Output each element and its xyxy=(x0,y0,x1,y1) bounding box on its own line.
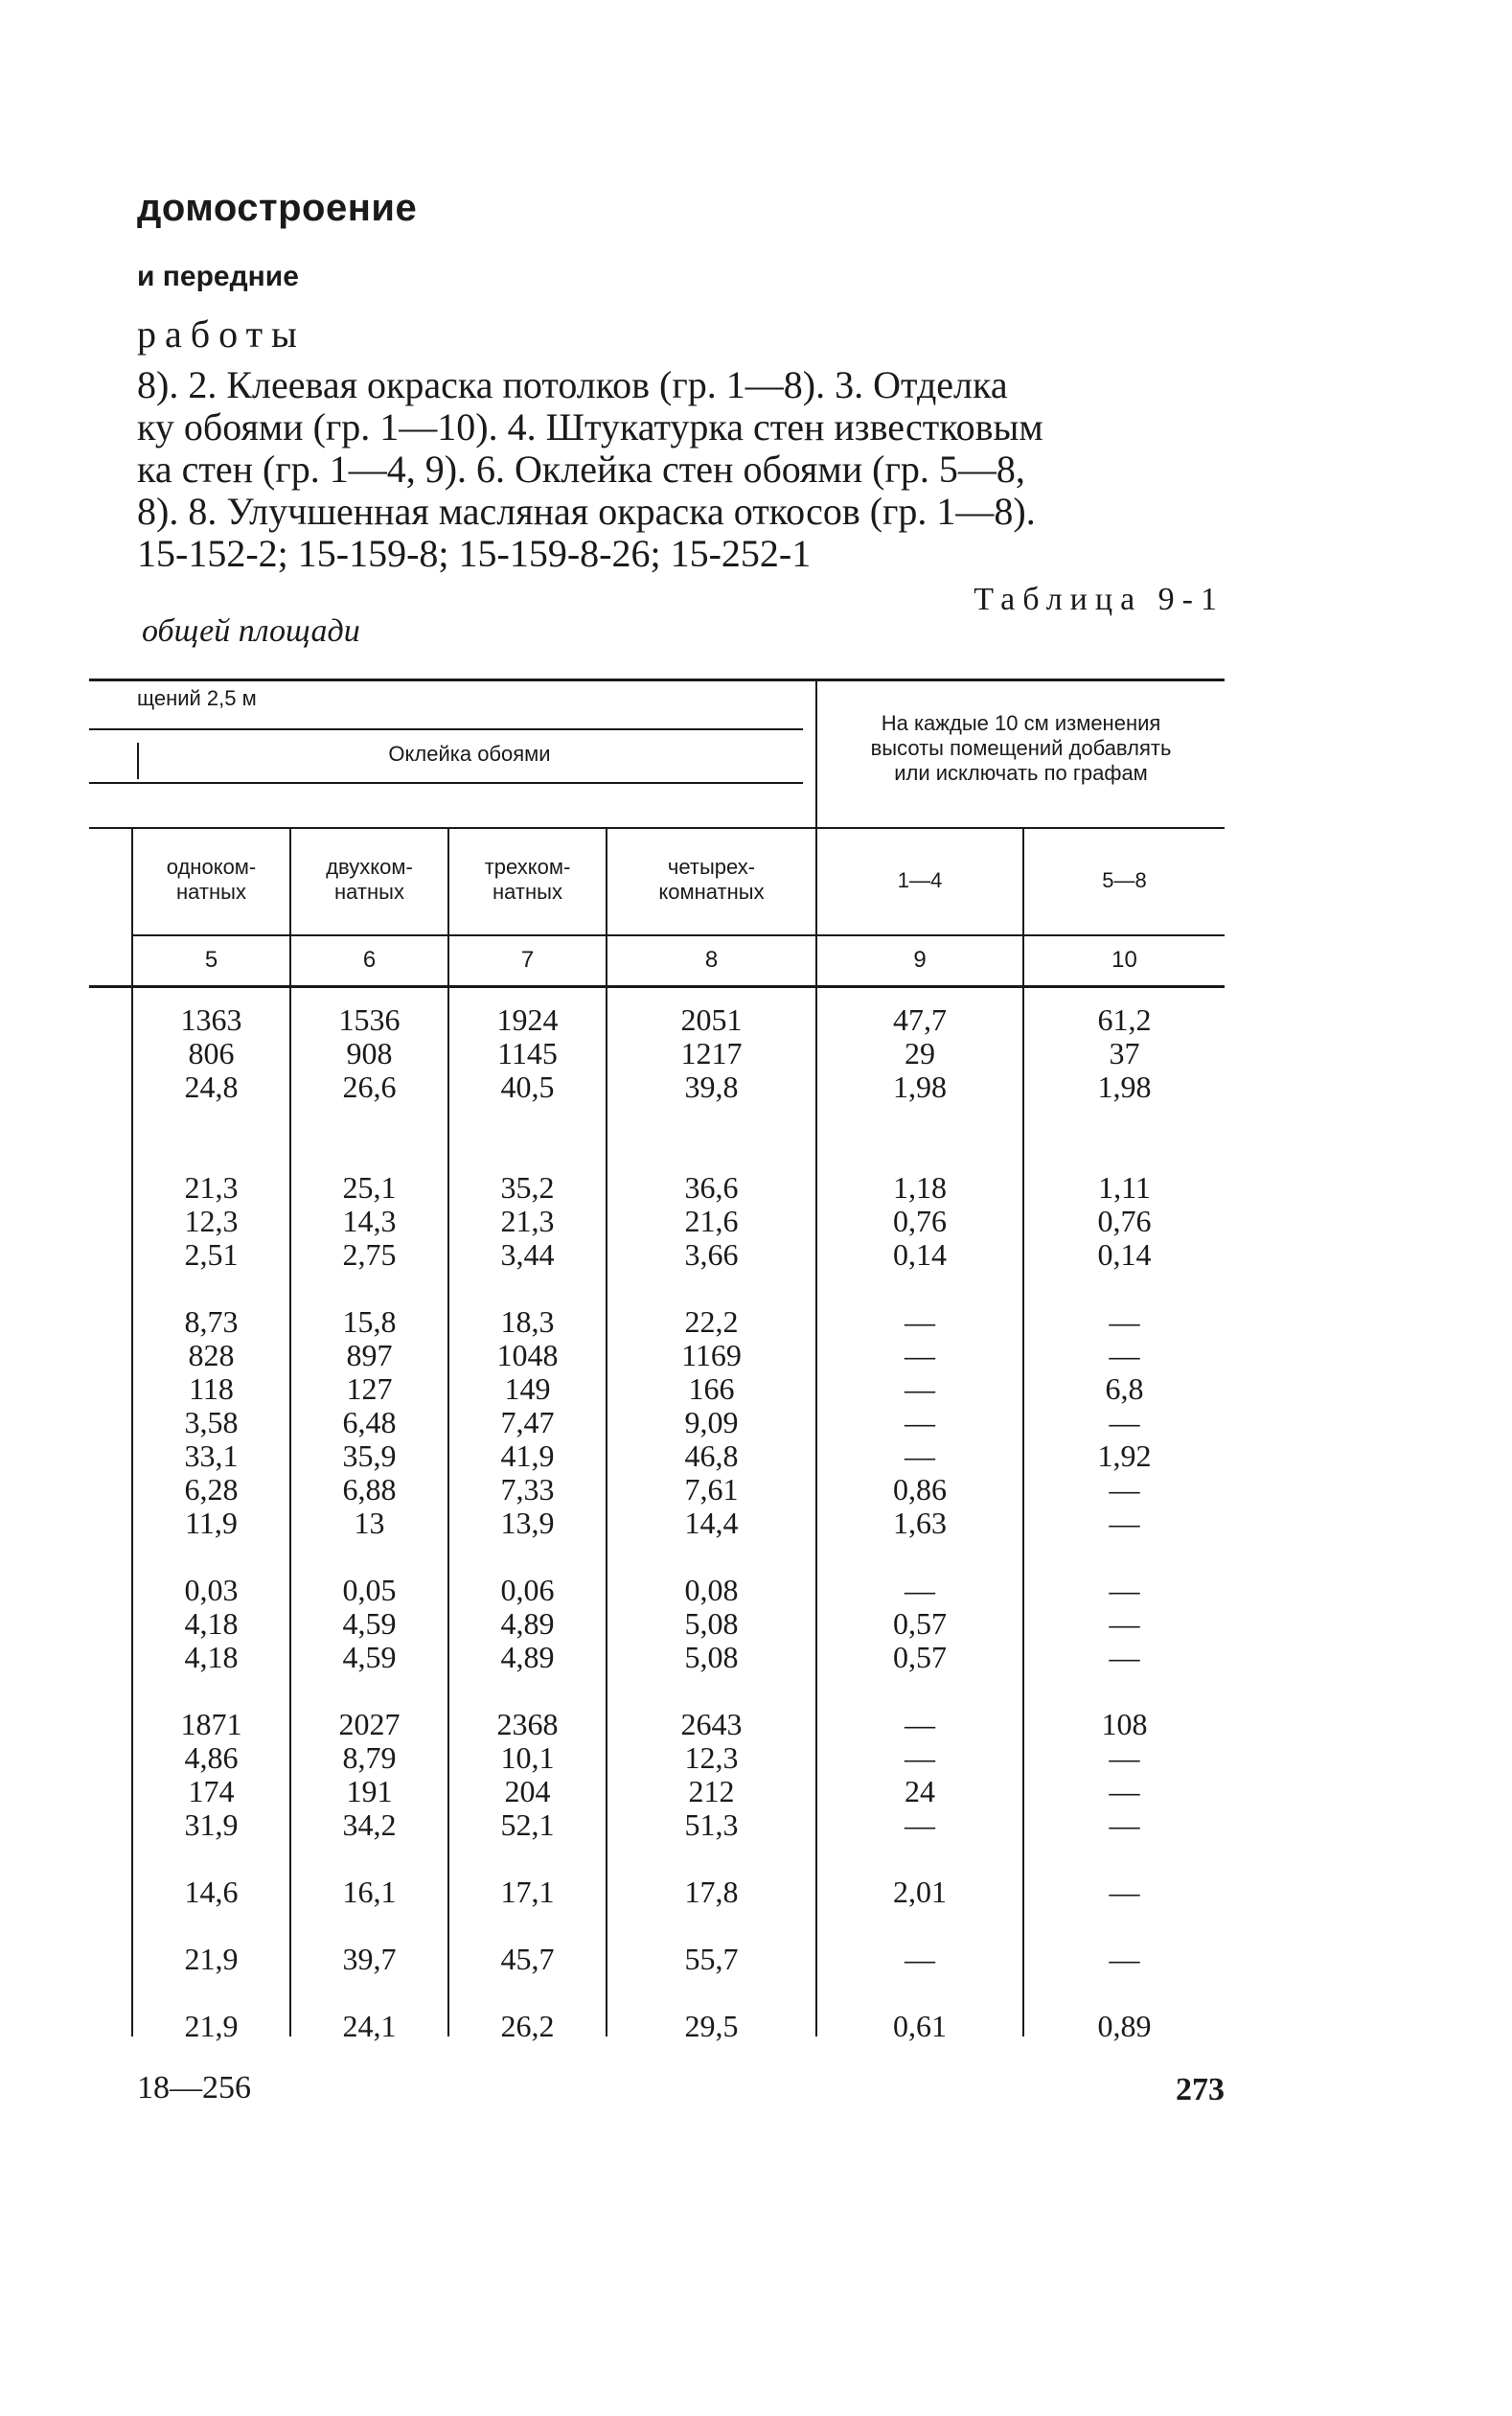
table-cell: 5,08 xyxy=(684,1640,739,1674)
table-cell: 7,47 xyxy=(500,1405,555,1439)
table-cell xyxy=(1024,1842,1225,1875)
table-cell xyxy=(133,1272,289,1305)
table-cell xyxy=(449,1138,606,1171)
table-cell: 6,48 xyxy=(342,1405,397,1439)
table-cell xyxy=(817,1976,1022,2010)
table-cell: 21,6 xyxy=(684,1204,739,1238)
table-cell: — xyxy=(905,1573,935,1607)
table-cell: 29 xyxy=(905,1036,935,1070)
table-cell: 15,8 xyxy=(342,1304,397,1339)
table-column xyxy=(1024,1003,1225,2043)
table-cell: — xyxy=(1109,1405,1140,1439)
table-cell: — xyxy=(1109,1573,1140,1607)
table-cell: 0,76 xyxy=(1097,1204,1152,1238)
table-cell: — xyxy=(905,1438,935,1473)
column-header-graph-5-8: 5—8 xyxy=(1102,868,1147,892)
table-cell xyxy=(449,1540,606,1574)
table-cell xyxy=(817,1540,1022,1574)
table-column xyxy=(607,1003,815,2043)
table-cell: 31,9 xyxy=(184,1807,239,1842)
table-cell: 1,98 xyxy=(893,1070,947,1104)
table-cell xyxy=(291,1104,447,1138)
table-cell: 0,86 xyxy=(893,1472,947,1507)
table-cell: 2027 xyxy=(338,1707,401,1741)
table-cell xyxy=(133,1138,289,1171)
column-header-line: натных xyxy=(334,880,404,904)
table-cell: 18,3 xyxy=(500,1304,555,1339)
table-cell: — xyxy=(1109,1506,1140,1540)
table-cell: 191 xyxy=(346,1774,393,1808)
table-cell xyxy=(291,1272,447,1305)
table-cell: 13 xyxy=(354,1506,385,1540)
column-header-graph-1-4: 1—4 xyxy=(897,868,943,892)
table-cell: 9,09 xyxy=(684,1405,739,1439)
page-number: 273 xyxy=(1176,2072,1225,2107)
table-cell: 4,89 xyxy=(500,1640,555,1674)
table-cell: — xyxy=(1109,1338,1140,1372)
table-cell: 14,3 xyxy=(342,1204,397,1238)
table-cell: 22,2 xyxy=(684,1304,739,1339)
table-cell: 12,3 xyxy=(184,1204,239,1238)
table-cell: 34,2 xyxy=(342,1807,397,1842)
table-cell: 1,11 xyxy=(1098,1170,1151,1205)
table-cell xyxy=(449,1272,606,1305)
table-column xyxy=(291,1003,447,2043)
per-10cm-header-line: или исключать по графам xyxy=(894,761,1148,785)
table-cell: 52,1 xyxy=(500,1807,555,1842)
table-cell: 828 xyxy=(188,1338,235,1372)
table-cell: 1,92 xyxy=(1097,1438,1152,1473)
table-cell: 4,18 xyxy=(184,1640,239,1674)
body-line: 8). 2. Клеевая окраска потолков (гр. 1—8). 3. Отделка xyxy=(137,363,1008,406)
header-rule xyxy=(131,934,1225,936)
table-cell xyxy=(449,1842,606,1875)
column-header-line: одноком- xyxy=(166,855,257,879)
column-number: 10 xyxy=(1111,947,1137,973)
table-cell: 174 xyxy=(188,1774,235,1808)
table-cell: 6,88 xyxy=(342,1472,397,1507)
body-line: 15-152-2; 15-159-8; 15-159-8-26; 15-252-1 xyxy=(137,532,812,575)
table-cell: 2643 xyxy=(680,1707,743,1741)
table-cell: 4,59 xyxy=(342,1606,397,1641)
table-cell: — xyxy=(905,1405,935,1439)
table-cell: 0,14 xyxy=(1097,1237,1152,1272)
table-cell: — xyxy=(905,1338,935,1372)
table-cell xyxy=(133,1104,289,1138)
table-cell xyxy=(291,1138,447,1171)
column-number: 9 xyxy=(913,947,927,973)
table-cell: 0,89 xyxy=(1097,2009,1152,2043)
column-header-line: трехком- xyxy=(484,855,571,879)
table-cell: 21,9 xyxy=(184,2009,239,2043)
table-cell: 21,3 xyxy=(500,1204,555,1238)
table-cell: 35,2 xyxy=(500,1170,555,1205)
table-cell: 0,57 xyxy=(893,1640,947,1674)
table-cell: 61,2 xyxy=(1097,1002,1152,1037)
column-divider xyxy=(137,743,139,779)
table-cell: — xyxy=(1109,1606,1140,1641)
table-cell: 0,76 xyxy=(893,1204,947,1238)
per-10cm-header-line: высоты помещений добавлять xyxy=(870,736,1172,760)
table-cell: 1048 xyxy=(496,1338,559,1372)
table-cell: 11,9 xyxy=(185,1506,238,1540)
table-cell: — xyxy=(905,1942,935,1976)
table-cell: 16,1 xyxy=(342,1875,397,1909)
table-cell: 17,8 xyxy=(684,1875,739,1909)
table-body-rule xyxy=(89,985,1225,988)
table-cell: 24,1 xyxy=(342,2009,397,2043)
body-line: 8). 8. Улучшенная масляная окраска откосов (гр. 1—8). xyxy=(137,490,1036,533)
column-number: 8 xyxy=(704,947,719,973)
table-cell: 24 xyxy=(905,1774,935,1808)
table-cell: 1,63 xyxy=(893,1506,947,1540)
table-cell xyxy=(291,1674,447,1708)
table-cell: — xyxy=(905,1740,935,1775)
table-cell: 51,3 xyxy=(684,1807,739,1842)
table-cell: 1169 xyxy=(681,1338,742,1372)
table-cell: 13,9 xyxy=(500,1506,555,1540)
table-cell: 7,33 xyxy=(500,1472,555,1507)
table-cell xyxy=(1024,1104,1225,1138)
works-label: работы xyxy=(137,312,306,356)
table-cell xyxy=(133,1674,289,1708)
column-header-line: четырех- xyxy=(667,855,756,879)
table-cell xyxy=(817,1842,1022,1875)
table-cell: — xyxy=(1109,1740,1140,1775)
table-cell: 908 xyxy=(346,1036,393,1070)
table-cell: 21,9 xyxy=(184,1942,239,1976)
table-cell xyxy=(291,1976,447,2010)
table-cell: 4,89 xyxy=(500,1606,555,1641)
table-column xyxy=(449,1003,606,2043)
table-cell: 14,6 xyxy=(184,1875,239,1909)
table-cell: 0,61 xyxy=(893,2009,947,2043)
header-rule xyxy=(89,728,803,730)
table-cell: 3,58 xyxy=(184,1405,239,1439)
table-cell: 29,5 xyxy=(684,2009,739,2043)
table-cell xyxy=(133,1842,289,1875)
body-line: ка стен (гр. 1—4, 9). 6. Оклейка стен обоями (гр. 5—8, xyxy=(137,448,1025,491)
table-cell xyxy=(607,1272,815,1305)
table-cell: 7,61 xyxy=(684,1472,739,1507)
table-column xyxy=(817,1003,1022,2043)
table-cell: — xyxy=(905,1371,935,1406)
table-cell xyxy=(133,1976,289,2010)
table-cell xyxy=(607,1104,815,1138)
table-cell: 0,06 xyxy=(500,1573,555,1607)
table-cell: 36,6 xyxy=(684,1170,739,1205)
table-cell: 118 xyxy=(189,1371,234,1406)
column-header-2room xyxy=(291,855,447,905)
table-cell xyxy=(291,1909,447,1943)
table-cell: 37 xyxy=(1109,1036,1140,1070)
table-cell: 6,8 xyxy=(1105,1371,1144,1406)
table-cell: 0,03 xyxy=(184,1573,239,1607)
table-cell xyxy=(607,1540,815,1574)
table-cell: — xyxy=(1109,1472,1140,1507)
table-cell xyxy=(607,1842,815,1875)
table-cell: 8,79 xyxy=(342,1740,397,1775)
table-cell: 212 xyxy=(688,1774,735,1808)
table-cell: 47,7 xyxy=(893,1002,947,1037)
column-header-4room xyxy=(607,855,815,905)
table-cell: 1145 xyxy=(497,1036,558,1070)
table-cell xyxy=(607,1138,815,1171)
table-cell: — xyxy=(1109,1807,1140,1842)
table-cell: 204 xyxy=(504,1774,551,1808)
table-cell xyxy=(1024,1674,1225,1708)
table-cell: 33,1 xyxy=(184,1438,239,1473)
table-cell: 10,1 xyxy=(500,1740,555,1775)
table-cell xyxy=(817,1674,1022,1708)
table-cell: 5,08 xyxy=(684,1606,739,1641)
header-rule xyxy=(89,827,1225,829)
table-cell: 12,3 xyxy=(684,1740,739,1775)
table-cell: 25,1 xyxy=(342,1170,397,1205)
table-cell xyxy=(449,1674,606,1708)
table-cell xyxy=(291,1842,447,1875)
table-cell: 1871 xyxy=(180,1707,242,1741)
table-cell: 4,86 xyxy=(184,1740,239,1775)
table-cell xyxy=(449,1104,606,1138)
table-cell: — xyxy=(1109,1774,1140,1808)
table-cell: 45,7 xyxy=(500,1942,555,1976)
table-cell: 149 xyxy=(504,1371,551,1406)
table-cell xyxy=(1024,1272,1225,1305)
table-cell: 0,05 xyxy=(342,1573,397,1607)
table-cell xyxy=(607,1674,815,1708)
body-paragraph xyxy=(137,364,1043,575)
column-header-line: натных xyxy=(176,880,246,904)
table-cell: — xyxy=(905,1304,935,1339)
section-heading: домостроение xyxy=(137,187,418,229)
per-10cm-header xyxy=(817,711,1225,786)
table-cell: 41,9 xyxy=(500,1438,555,1473)
table-cell: 897 xyxy=(346,1338,393,1372)
table-cell: 17,1 xyxy=(500,1875,555,1909)
table-cell: 4,18 xyxy=(184,1606,239,1641)
area-caption: общей площади xyxy=(142,613,360,649)
table-cell xyxy=(1024,1540,1225,1574)
table-cell: 8,73 xyxy=(184,1304,239,1339)
table-cell: 1924 xyxy=(496,1002,559,1037)
table-cell: 39,8 xyxy=(684,1070,739,1104)
table-cell xyxy=(133,1909,289,1943)
table-cell: 1536 xyxy=(338,1002,401,1037)
table-cell: 39,7 xyxy=(342,1942,397,1976)
table-cell xyxy=(817,1104,1022,1138)
table-cell: 26,6 xyxy=(342,1070,397,1104)
table-cell xyxy=(449,1976,606,2010)
table-cell xyxy=(607,1909,815,1943)
table-cell: 1217 xyxy=(680,1036,743,1070)
table-cell: 2,51 xyxy=(184,1237,239,1272)
table-cell: 2,01 xyxy=(893,1875,947,1909)
table-cell: 127 xyxy=(346,1371,393,1406)
table-cell: 1,18 xyxy=(893,1170,947,1205)
table-cell: 1,98 xyxy=(1097,1070,1152,1104)
table-cell xyxy=(133,1540,289,1574)
table-cell: 4,59 xyxy=(342,1640,397,1674)
table-cell: — xyxy=(1109,1942,1140,1976)
subheading: и передние xyxy=(137,261,299,292)
table-label: Таблица 9-1 xyxy=(974,582,1225,617)
table-cell: — xyxy=(1109,1304,1140,1339)
table-cell xyxy=(291,1540,447,1574)
table-cell: 46,8 xyxy=(684,1438,739,1473)
table-top-rule xyxy=(89,679,1225,681)
table-cell xyxy=(817,1138,1022,1171)
table-cell: 3,44 xyxy=(500,1237,555,1272)
column-header-line: комнатных xyxy=(658,880,765,904)
table-cell: 40,5 xyxy=(500,1070,555,1104)
table-cell: 24,8 xyxy=(184,1070,239,1104)
column-number: 5 xyxy=(204,947,218,973)
column-header-3room xyxy=(449,855,606,905)
column-header-1room xyxy=(133,855,289,905)
header-rule xyxy=(89,782,803,784)
body-line: ку обоями (гр. 1—10). 4. Штукатурка стен известковым xyxy=(137,405,1043,449)
table-cell: — xyxy=(1109,1875,1140,1909)
column-number: 6 xyxy=(362,947,377,973)
table-column xyxy=(133,1003,289,2043)
table-cell: 6,28 xyxy=(184,1472,239,1507)
table-cell: — xyxy=(1109,1640,1140,1674)
table-cell: 21,3 xyxy=(184,1170,239,1205)
height-note: щений 2,5 м xyxy=(137,686,257,710)
per-10cm-header-line: На каждые 10 см изменения xyxy=(881,711,1161,735)
table-cell xyxy=(1024,1138,1225,1171)
table-cell xyxy=(607,1976,815,2010)
table-cell xyxy=(1024,1909,1225,1943)
table-cell: 55,7 xyxy=(684,1942,739,1976)
table-cell: 0,14 xyxy=(893,1237,947,1272)
column-number: 7 xyxy=(520,947,535,973)
table-cell: — xyxy=(905,1707,935,1741)
table-cell: 1363 xyxy=(180,1002,242,1037)
column-header-line: двухком- xyxy=(326,855,413,879)
table-cell: 14,4 xyxy=(684,1506,739,1540)
table-cell: 806 xyxy=(188,1036,235,1070)
table-cell xyxy=(449,1909,606,1943)
table-cell: 35,9 xyxy=(342,1438,397,1473)
table-cell: 3,66 xyxy=(684,1237,739,1272)
table-cell xyxy=(817,1272,1022,1305)
table-cell: 26,2 xyxy=(500,2009,555,2043)
table-cell xyxy=(1024,1976,1225,2010)
table-cell: 108 xyxy=(1101,1707,1148,1741)
table-cell: 166 xyxy=(688,1371,735,1406)
wallpaper-header: Оклейка обоями xyxy=(388,742,551,766)
table-cell: 2368 xyxy=(496,1707,559,1741)
signature-mark: 18—256 xyxy=(137,2070,251,2105)
table-cell: 0,57 xyxy=(893,1606,947,1641)
table-cell xyxy=(817,1909,1022,1943)
table-cell: 2,75 xyxy=(342,1237,397,1272)
table-cell: — xyxy=(905,1807,935,1842)
table-cell: 0,08 xyxy=(684,1573,739,1607)
column-header-line: натных xyxy=(493,880,562,904)
table-cell: 2051 xyxy=(680,1002,743,1037)
